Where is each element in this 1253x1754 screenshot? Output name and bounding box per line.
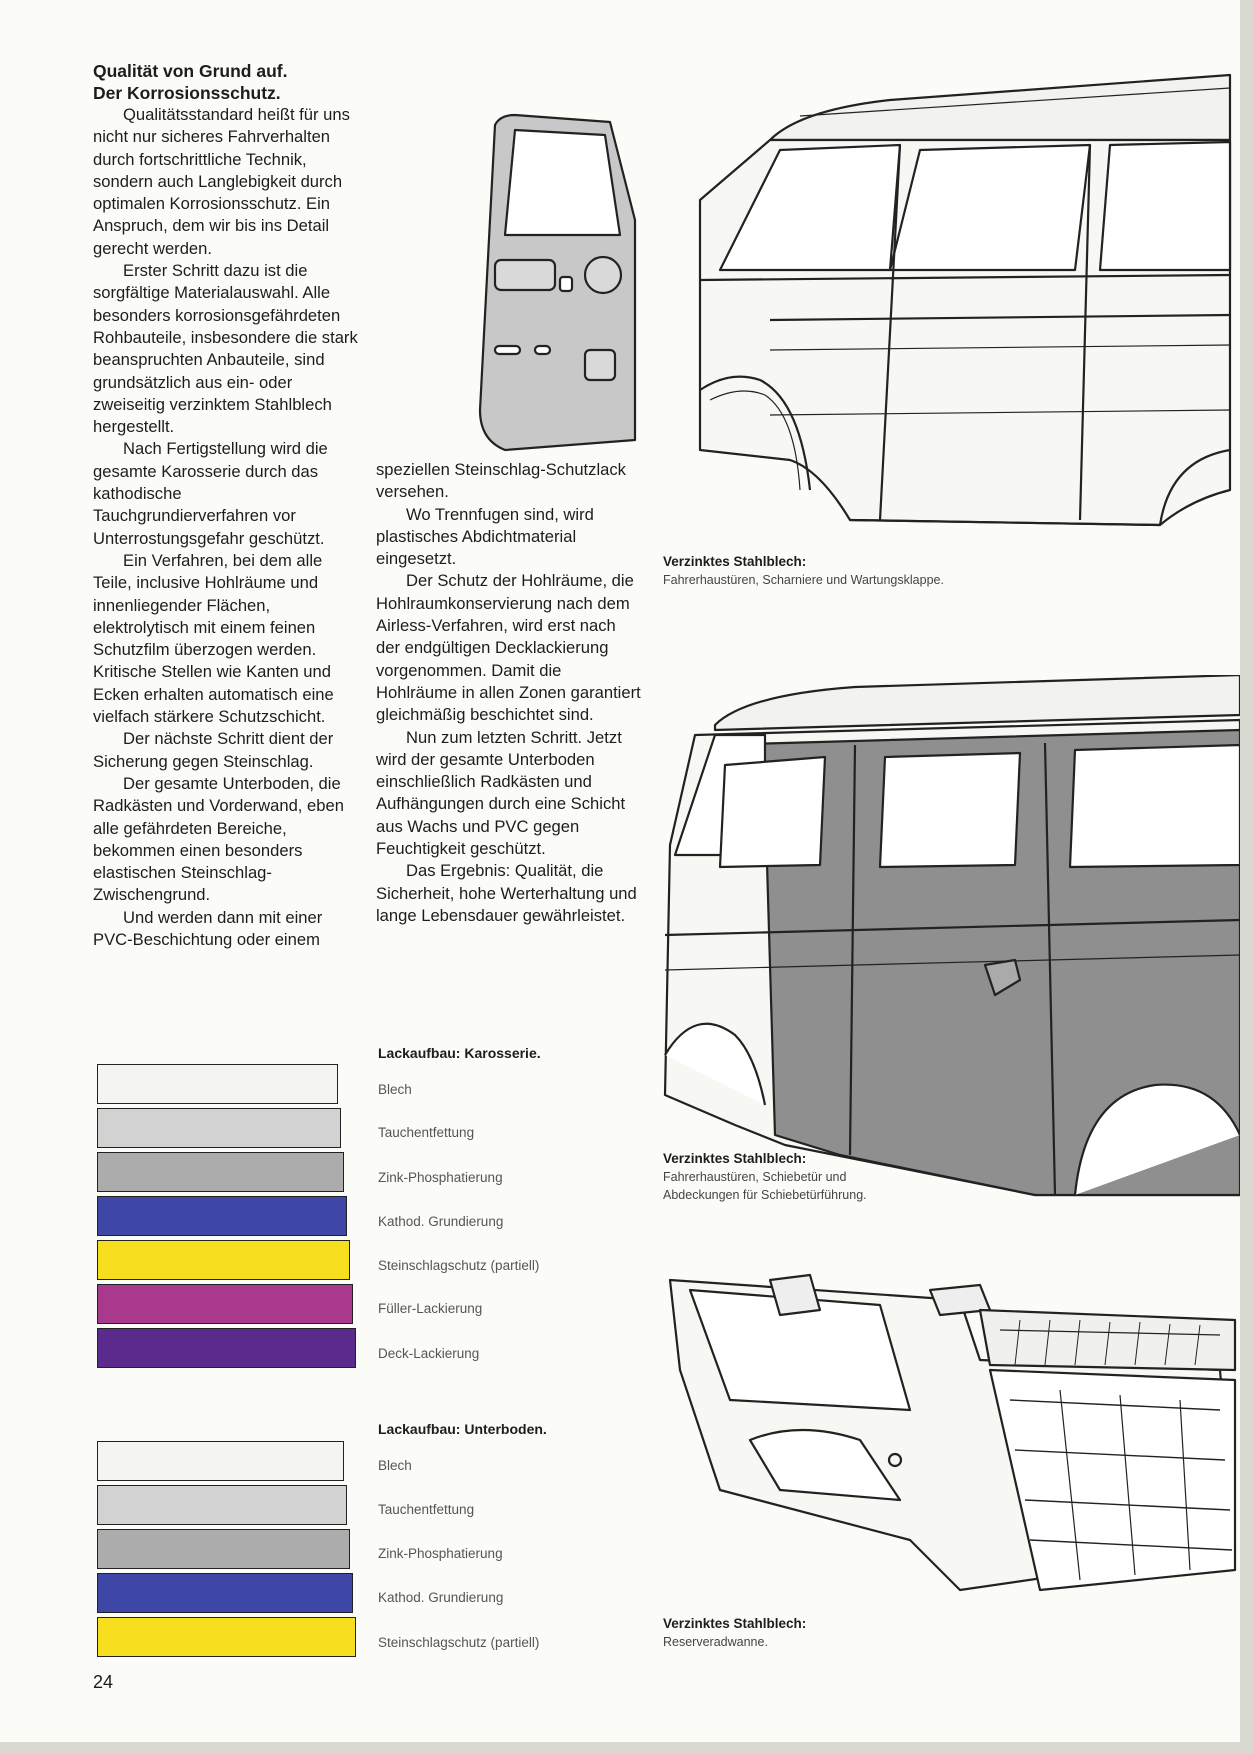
caption-title: Verzinktes Stahlblech: (663, 554, 807, 569)
karosserie-swatch-deck (97, 1328, 356, 1368)
karosserie-swatch-steinschlag (97, 1240, 350, 1280)
layer-label: Füller-Lackierung (378, 1301, 483, 1316)
caption-text: Fahrerhaustüren, Schiebetür und (663, 1170, 847, 1184)
unterboden-swatch-grundierung (97, 1573, 353, 1613)
karosserie-swatch-grundierung (97, 1196, 347, 1236)
unterboden-swatch-blech (97, 1441, 344, 1481)
page-edge (1240, 0, 1253, 1754)
paragraph: Der Schutz der Hohlräume, die Hohlraumkonservierung nach dem Airless-Verfahren, wird erst nach der endgültigen Decklackierung vorgenommen. Damit die Hohlräume in allen Zonen garantiert gleichmäßig beschichtet sind. (376, 571, 641, 725)
karosserie-swatch-blech (97, 1064, 338, 1104)
layer-label: Tauchentfettung (378, 1502, 475, 1517)
underbody-illustration (660, 1270, 1240, 1610)
unterboden-stack-title: Lackaufbau: Unterboden. (378, 1421, 547, 1437)
paragraph: Nun zum letzten Schritt. Jetzt wird der gesamte Unterboden einschließlich Radkästen und Aufhängungen durch eine Schicht aus Wachs und PVC gegen Feuchtigkeit geschützt. (376, 727, 626, 859)
caption-title: Verzinktes Stahlblech: (663, 1616, 807, 1631)
layer-label: Blech (378, 1458, 412, 1473)
layer-label: Zink-Phosphatierung (378, 1546, 503, 1561)
unterboden-swatch-steinschlag (97, 1617, 356, 1657)
layer-label: Kathod. Grundierung (378, 1590, 504, 1605)
paragraph: speziellen Steinschlag-Schutzlack versehen. (376, 460, 626, 502)
page-number: 24 (93, 1672, 114, 1692)
layer-label: Blech (378, 1082, 412, 1097)
article-heading (93, 60, 287, 104)
page-edge-bottom (0, 1742, 1253, 1754)
caption-text: Reserveradwanne. (663, 1635, 768, 1649)
paragraph: Qualitätsstandard heißt für uns nicht nur sicheres Fahrverhalten durch fortschrittliche Technik, sondern auch Langlebigkeit durch optimalen Korrosionsschutz. Ein Anspruch, dem wir bis ins Detail gerecht werden. (93, 105, 350, 258)
paragraph: Wo Trennfugen sind, wird plastisches Abdichtmaterial eingesetzt. (376, 504, 594, 569)
layer-label: Steinschlagschutz (partiell) (378, 1258, 540, 1273)
layer-label: Tauchentfettung (378, 1125, 475, 1140)
caption-text: Fahrerhaustüren, Scharniere und Wartungsklappe. (663, 573, 944, 587)
layer-label: Kathod. Grundierung (378, 1214, 504, 1229)
paragraph: Ein Verfahren, bei dem alle Teile, inclusive Hohlräume und innenliegender Flächen, elektrolytisch mit einem feinen Schutzfilm überzogen werden. Kritische Stellen wie Kanten und Ecken erhalten automatisch eine vielfach stärkere Schutzschicht. (93, 550, 334, 727)
karosserie-swatch-tauchentfettung (97, 1108, 341, 1148)
caption-3 (663, 1615, 993, 1651)
caption-2 (663, 1150, 993, 1204)
unterboden-swatch-tauchentfettung (97, 1485, 347, 1525)
paragraph: Und werden dann mit einer PVC-Beschichtung oder einem (93, 907, 323, 949)
paragraph: Der nächste Schritt dient der Sicherung gegen Steinschlag. (93, 729, 334, 771)
unterboden-swatch-zink (97, 1529, 350, 1569)
van-side-illustration (655, 675, 1240, 1205)
caption-1 (663, 553, 993, 589)
caption-text: Abdeckungen für Schiebetürführung. (663, 1188, 867, 1202)
body-column-1 (93, 104, 361, 951)
karosserie-swatch-zink (97, 1152, 344, 1192)
van-front-door-illustration (470, 70, 1240, 590)
heading-line-2: Der Korrosionsschutz. (93, 83, 281, 103)
paragraph: Nach Fertigstellung wird die gesamte Karosserie durch das kathodische Tauchgrundierverfahren vor Unterrostungsgefahr geschützt. (93, 439, 328, 548)
layer-label: Deck-Lackierung (378, 1346, 480, 1361)
paragraph: Das Ergebnis: Qualität, die Sicherheit, hohe Werterhaltung und lange Lebensdauer gewährleistet. (376, 861, 637, 925)
layer-label: Zink-Phosphatierung (378, 1170, 503, 1185)
karosserie-swatch-fueller (97, 1284, 353, 1324)
heading-line-1: Qualität von Grund auf. (93, 61, 288, 81)
paragraph: Der gesamte Unterboden, die Radkästen und Vorderwand, eben alle gefährdeten Bereiche, bekommen einen besonders elastischen Steinschlag-Zwischengrund. (93, 773, 344, 905)
karosserie-stack-title: Lackaufbau: Karosserie. (378, 1045, 541, 1061)
caption-title: Verzinktes Stahlblech: (663, 1151, 807, 1166)
layer-label: Steinschlagschutz (partiell) (378, 1635, 540, 1650)
paragraph: Erster Schritt dazu ist die sorgfältige Materialauswahl. Alle besonders korrosionsgefährdeten Rohbauteile, insbesondere die stark beanspruchten Anbauteile, sind grundsätzlich aus ein- oder zweiseitig verzinktem Stahlblech hergestellt. (93, 261, 358, 437)
